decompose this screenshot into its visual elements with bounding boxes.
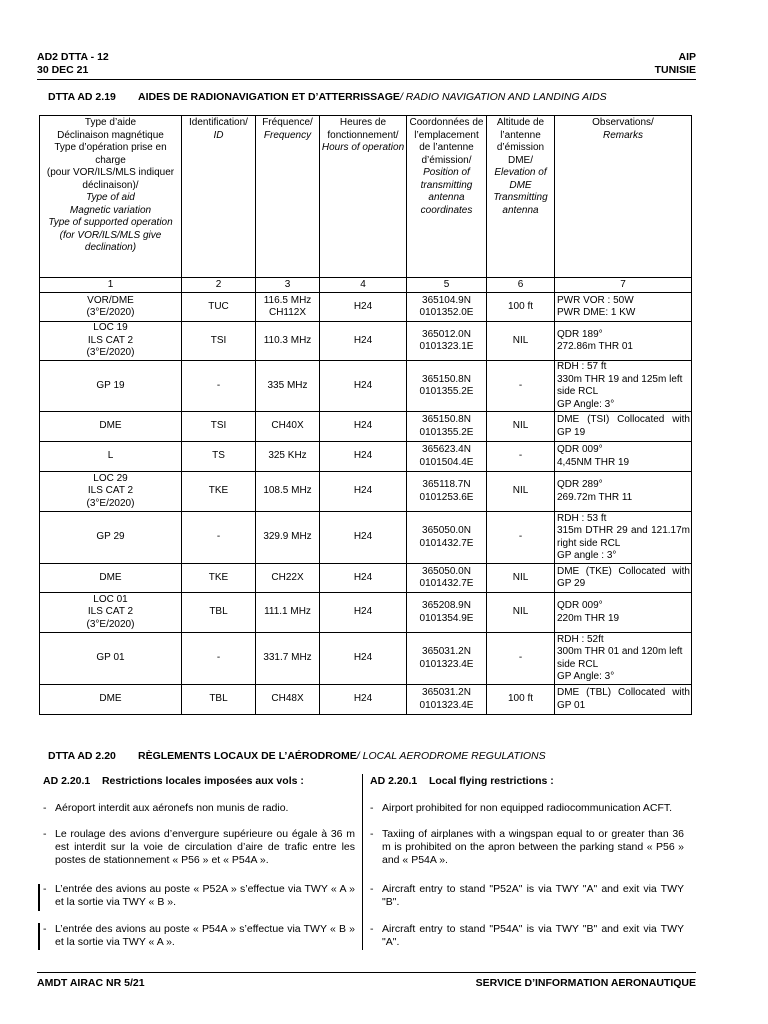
cell-text: VOR/DME [87, 294, 134, 306]
section-220-title-fr: RÈGLEMENTS LOCAUX DE L’AÉRODROME [138, 750, 357, 762]
bullet-dash: - [43, 828, 47, 840]
header-text-en: (for VOR/ILS/MLS give declination) [59, 229, 162, 253]
frequency-cell [256, 564, 320, 593]
hours-cell [320, 512, 407, 564]
cell-text: 0101253.6E [419, 491, 474, 503]
amendment-bar [38, 923, 40, 950]
column-number: 5 [407, 278, 487, 293]
cell-text: L [107, 450, 114, 462]
regs-fr-text: Le roulage des avions d’envergure supérieure ou égale à 36 m est interdit sur la voie de circulation d’aire de trafic entre les postes de stationnement « P56 » et « P54A ». [55, 828, 355, 866]
aid-cell [40, 412, 182, 442]
regs-en-text: Aircraft entry to stand "P52A" is via TWY "A" and exit via TWY "B". [382, 883, 684, 908]
remarks-cell [555, 322, 692, 361]
cell-text: H24 [353, 652, 373, 664]
table-row [40, 361, 692, 412]
section-219-number: DTTA AD 2.19 [48, 91, 116, 103]
id-cell [182, 593, 256, 633]
aid-cell [40, 593, 182, 633]
cell-text: 365208.9N [422, 600, 471, 611]
regs-fr-text: L’entrée des avions au poste « P52A » s’effectue via TWY « A » et la sortie via TWY « B ». [55, 883, 355, 908]
cell-text: NIL [512, 485, 529, 497]
coordinates-cell [407, 472, 487, 512]
cell-text: ILS CAT 2 [87, 606, 134, 618]
header-text-fr: Déclinaison magnétique [57, 129, 164, 141]
header-text-en: ID [213, 129, 224, 141]
regs-french-title [43, 775, 355, 788]
id-cell [182, 442, 256, 472]
elevation-cell [487, 685, 555, 715]
cell-text: H24 [353, 693, 373, 705]
cell-text: GP angle : 3° [557, 550, 617, 561]
cell-text: DME (TKE) Collocated with GP 29 [557, 565, 690, 589]
cell-text: TS [212, 450, 225, 462]
bullet-dash: - [43, 923, 47, 935]
header-rule [37, 79, 696, 80]
cell-text: H24 [353, 420, 373, 432]
column-header-6 [487, 116, 555, 278]
elevation-cell [487, 512, 555, 564]
column-header-4 [320, 116, 407, 278]
elevation-cell [487, 472, 555, 512]
remarks-cell [555, 361, 692, 412]
cell-text: 365118.7N [422, 479, 471, 490]
column-header-3 [256, 116, 320, 278]
cell-text: 315m DTHR 29 and 121.17m right side RCL [557, 525, 690, 549]
cell-text: 272.86m THR 01 [557, 341, 633, 352]
frequency-cell [256, 685, 320, 715]
cell-text: PWR VOR : 50W [557, 294, 634, 306]
cell-text: - [216, 652, 221, 664]
header-text-fr: Type d’aide [84, 117, 137, 128]
cell-text: GP 19 [96, 379, 125, 391]
remarks-cell [555, 293, 692, 322]
cell-text: CH40X [271, 420, 304, 432]
cell-text: 365050.0N [422, 525, 471, 536]
service-name: SERVICE D’INFORMATION AERONAUTIQUE [475, 977, 696, 989]
cell-text: TBL [209, 693, 228, 705]
id-cell [182, 633, 256, 685]
cell-text: GP 29 [96, 531, 125, 543]
header-text-en: Hours of operation [321, 142, 405, 153]
column-number: 6 [487, 278, 555, 293]
column-number: 2 [182, 278, 256, 293]
cell-text: (3°E/2020) [86, 497, 135, 509]
cell-text: 329.9 MHz [263, 531, 312, 543]
column-header-2 [182, 116, 256, 278]
cell-text: 0101355.2E [419, 386, 474, 397]
cell-text: 116.5 MHz [263, 294, 312, 306]
doc-ref: AD2 DTTA - 12 [37, 51, 109, 63]
aid-cell [40, 442, 182, 472]
frequency-cell [256, 442, 320, 472]
table-row [40, 593, 692, 633]
section-219-title-en: / RADIO NAVIGATION AND LANDING AIDS [399, 91, 607, 103]
elevation-cell [487, 322, 555, 361]
cell-text: H24 [353, 485, 373, 497]
bullet-dash: - [370, 802, 374, 814]
regs-fr-text: Aéroport interdit aux aéronefs non munis de radio. [55, 802, 289, 814]
aid-cell [40, 361, 182, 412]
cell-text: 108.5 MHz [263, 485, 312, 497]
cell-text: H24 [353, 379, 373, 391]
coordinates-cell [407, 361, 487, 412]
frequency-cell [256, 322, 320, 361]
cell-text: GP Angle: 3° [557, 398, 615, 410]
coordinates-cell [407, 685, 487, 715]
cell-text: - [518, 379, 523, 391]
cell-text: LOC 29 [93, 472, 128, 484]
section-219-title [48, 91, 607, 104]
aid-cell [40, 293, 182, 322]
remarks-cell [555, 412, 692, 442]
regs-fr-item-3 [43, 883, 355, 909]
column-number-row [40, 278, 692, 293]
cell-text: 4,45NM THR 19 [557, 456, 630, 468]
cell-text: 0101432.7E [419, 578, 474, 589]
regs-en-item-1 [370, 802, 684, 815]
cell-text: H24 [353, 606, 373, 618]
regs-fr-subtitle: AD 2.20.1 Restrictions locales imposées aux vols : [43, 775, 304, 787]
header-text-en: Frequency [263, 129, 312, 141]
cell-text: NIL [512, 606, 529, 618]
cell-text: 0101354.9E [419, 612, 474, 624]
frequency-cell [256, 472, 320, 512]
cell-text: 300m THR 01 and 120m left side RCL [557, 646, 683, 670]
elevation-cell [487, 442, 555, 472]
cell-text: 110.3 MHz [263, 334, 312, 346]
table-row [40, 442, 692, 472]
table-row [40, 322, 692, 361]
header-text-fr: Identification/ [189, 117, 248, 128]
hours-cell [320, 293, 407, 322]
cell-text: 365104.9N [422, 294, 471, 306]
cell-text: TKE [208, 485, 229, 497]
header-text-fr: Type d’opération prise en charge [54, 142, 167, 166]
cell-text: 220m THR 19 [557, 612, 620, 624]
page-header-left [37, 51, 109, 77]
bullet-dash: - [43, 883, 47, 895]
coordinates-cell [407, 633, 487, 685]
aid-cell [40, 322, 182, 361]
hours-cell [320, 442, 407, 472]
remarks-cell [555, 593, 692, 633]
cell-text: 269.72m THR 11 [557, 491, 633, 503]
cell-text: TSI [210, 334, 227, 346]
cell-text: ILS CAT 2 [87, 485, 134, 497]
regs-fr-item-4 [43, 923, 355, 949]
frequency-cell [256, 412, 320, 442]
cell-text: 365012.0N [422, 328, 471, 340]
header-text-fr: Observations/ [592, 117, 654, 128]
table-row [40, 293, 692, 322]
cell-text: NIL [512, 420, 529, 432]
column-header-5 [407, 116, 487, 278]
cell-text: 365150.8N [422, 414, 471, 425]
navaids-table-body [40, 293, 692, 715]
cell-text: H24 [353, 571, 373, 583]
section-220-number: DTTA AD 2.20 [48, 750, 116, 762]
column-number: 7 [555, 278, 692, 293]
remarks-cell [555, 633, 692, 685]
cell-text: 0101323.1E [419, 341, 474, 352]
cell-text: (3°E/2020) [86, 618, 135, 630]
cell-text: 0101355.2E [419, 426, 474, 438]
elevation-cell [487, 361, 555, 412]
cell-text: TBL [209, 606, 228, 618]
cell-text: 325 KHz [268, 450, 307, 462]
frequency-cell [256, 593, 320, 633]
cell-text: 100 ft [507, 300, 534, 312]
regs-english-title [370, 775, 684, 788]
aid-cell [40, 685, 182, 715]
cell-text: 365150.8N [422, 373, 471, 385]
regs-en-item-3 [370, 883, 684, 909]
cell-text: RDH : 57 ft [557, 361, 607, 372]
cell-text: - [216, 379, 221, 391]
cell-text: LOC 19 [93, 322, 128, 334]
amendment-bar [38, 884, 40, 911]
table-row [40, 412, 692, 442]
cell-text: TKE [208, 571, 229, 583]
cell-text: - [518, 450, 523, 462]
section-219-title-fr: AIDES DE RADIONAVIGATION ET D’ATTERRISSAGE [138, 91, 400, 103]
coordinates-cell [407, 564, 487, 593]
hours-cell [320, 685, 407, 715]
coordinates-cell [407, 322, 487, 361]
header-text-fr: Coordonnées de l’emplacement de l’antenne d’émission/ [409, 117, 484, 166]
elevation-cell [487, 412, 555, 442]
cell-text: CH112X [268, 307, 307, 318]
column-header-1 [40, 116, 182, 278]
header-text-en: Position of transmitting antenna coordinates [420, 167, 473, 216]
cell-text: 111.1 MHz [264, 606, 311, 618]
table-row [40, 472, 692, 512]
bullet-dash: - [370, 883, 374, 895]
header-text-fr: Fréquence/ [262, 117, 313, 128]
page-header-right [655, 51, 696, 77]
cell-text: NIL [512, 571, 529, 583]
header-text-fr: Altitude de l’antenne d’émission DME/ [496, 117, 545, 166]
header-text-en: Type of supported operation [48, 217, 173, 228]
remarks-cell [555, 442, 692, 472]
id-cell [182, 472, 256, 512]
remarks-cell [555, 685, 692, 715]
cell-text: DME [99, 571, 122, 583]
table-row [40, 512, 692, 564]
regs-en-text: Taxiing of airplanes with a wingspan equal to or greater than 36 m is prohibited on the apron between the parking stand « P56 » and « P54A ». [382, 828, 684, 866]
cell-text: (3°E/2020) [86, 347, 135, 359]
cell-text: 0101432.7E [419, 537, 474, 549]
cell-text: 0101352.0E [419, 307, 474, 318]
cell-text: QDR 189° [557, 328, 603, 340]
regs-fr-item-2 [43, 828, 355, 867]
regs-en-text: Airport prohibited for non equipped radiocommunication ACFT. [382, 802, 673, 814]
id-cell [182, 512, 256, 564]
coordinates-cell [407, 442, 487, 472]
column-number: 4 [320, 278, 407, 293]
id-cell [182, 361, 256, 412]
cell-text: RDH : 53 ft [557, 512, 607, 524]
hours-cell [320, 322, 407, 361]
cell-text: 100 ft [507, 693, 534, 705]
bullet-dash: - [370, 923, 374, 935]
id-cell [182, 412, 256, 442]
navaids-table [39, 115, 692, 715]
cell-text: TSI [210, 420, 227, 432]
header-text-en: Type of aid [86, 192, 135, 203]
cell-text: ILS CAT 2 [87, 334, 134, 346]
cell-text: - [518, 531, 523, 543]
cell-text: - [518, 652, 523, 664]
cell-text: 365031.2N [422, 646, 471, 657]
frequency-cell [256, 633, 320, 685]
coordinates-cell [407, 593, 487, 633]
cell-text: 0101323.4E [419, 699, 474, 711]
cell-text: (3°E/2020) [86, 307, 135, 318]
regs-en-item-4 [370, 923, 684, 949]
hours-cell [320, 472, 407, 512]
cell-text: 331.7 MHz [263, 652, 312, 664]
remarks-cell [555, 472, 692, 512]
cell-text: GP 01 [96, 652, 125, 664]
cell-text: DME (TSI) Collocated with GP 19 [557, 414, 690, 438]
header-text-en: Elevation of DME Transmitting antenna [493, 167, 548, 216]
cell-text: GP Angle: 3° [557, 671, 615, 682]
cell-text: NIL [512, 334, 529, 346]
column-number: 1 [40, 278, 182, 293]
elevation-cell [487, 564, 555, 593]
cell-text: CH22X [271, 571, 304, 583]
cell-text: H24 [353, 334, 373, 346]
aid-cell [40, 472, 182, 512]
elevation-cell [487, 633, 555, 685]
table-header-row [40, 116, 692, 278]
regs-en-text: Aircraft entry to stand "P54A" is via TWY "B" and exit via TWY "A". [382, 923, 684, 948]
hours-cell [320, 412, 407, 442]
frequency-cell [256, 361, 320, 412]
cell-text: 0101323.4E [419, 658, 474, 670]
cell-text: 330m THR 19 and 125m left side RCL [557, 373, 683, 397]
cell-text: - [216, 531, 221, 543]
id-cell [182, 685, 256, 715]
table-row [40, 633, 692, 685]
hours-cell [320, 361, 407, 412]
cell-text: 335 MHz [267, 379, 308, 391]
pub-name: AIP [678, 51, 696, 63]
header-text-en: Remarks [602, 129, 643, 141]
coordinates-cell [407, 293, 487, 322]
remarks-cell [555, 512, 692, 564]
cell-text: DME [99, 693, 122, 705]
cell-text: H24 [353, 450, 373, 462]
frequency-cell [256, 293, 320, 322]
regs-fr-item-1 [43, 802, 355, 815]
cell-text: PWR DME: 1 KW [557, 307, 636, 318]
table-row [40, 564, 692, 593]
frequency-cell [256, 512, 320, 564]
cell-text: 0101504.4E [419, 456, 474, 468]
column-divider [362, 774, 363, 950]
cell-text: 365050.0N [422, 565, 471, 577]
header-text-fr: Heures de fonctionnement/ [327, 117, 399, 141]
aid-cell [40, 633, 182, 685]
cell-text: QDR 289° [557, 479, 603, 490]
cell-text: DME (TBL) Collocated with GP 01 [557, 687, 690, 711]
footer-rule [37, 972, 696, 973]
header-text-en: Magnetic variation [69, 204, 152, 216]
elevation-cell [487, 593, 555, 633]
remarks-cell [555, 564, 692, 593]
coordinates-cell [407, 512, 487, 564]
section-220-title-en: / LOCAL AERODROME REGULATIONS [356, 750, 546, 762]
cell-text: 365623.4N [422, 444, 471, 455]
column-header-7 [555, 116, 692, 278]
aid-cell [40, 564, 182, 593]
cell-text: H24 [353, 531, 373, 543]
cell-text: QDR 009° [557, 600, 603, 611]
id-cell [182, 564, 256, 593]
bullet-dash: - [43, 802, 47, 814]
country-name: TUNISIE [654, 64, 696, 76]
cell-text: 365031.2N [422, 687, 471, 698]
regs-en-item-2 [370, 828, 684, 867]
hours-cell [320, 633, 407, 685]
cell-text: CH48X [271, 693, 304, 705]
cell-text: LOC 01 [93, 593, 128, 605]
cell-text: H24 [353, 300, 373, 312]
section-220-title [48, 750, 546, 763]
regs-fr-text: L’entrée des avions au poste « P54A » s’effectue via TWY « B » et la sortie via TWY « A ». [55, 923, 355, 948]
id-cell [182, 293, 256, 322]
header-text-fr: (pour VOR/ILS/MLS indiquer déclinaison)/ [46, 167, 175, 191]
bullet-dash: - [370, 828, 374, 840]
aid-cell [40, 512, 182, 564]
hours-cell [320, 593, 407, 633]
coordinates-cell [407, 412, 487, 442]
column-number: 3 [256, 278, 320, 293]
hours-cell [320, 564, 407, 593]
elevation-cell [487, 293, 555, 322]
amendment-number: AMDT AIRAC NR 5/21 [37, 977, 145, 989]
cell-text: QDR 009° [557, 444, 603, 455]
doc-date: 30 DEC 21 [37, 64, 89, 76]
cell-text: DME [99, 420, 122, 432]
cell-text: TUC [208, 300, 229, 312]
cell-text: RDH : 52ft [557, 633, 604, 645]
id-cell [182, 322, 256, 361]
table-row [40, 685, 692, 715]
regs-en-subtitle: AD 2.20.1 Local flying restrictions : [370, 775, 554, 787]
